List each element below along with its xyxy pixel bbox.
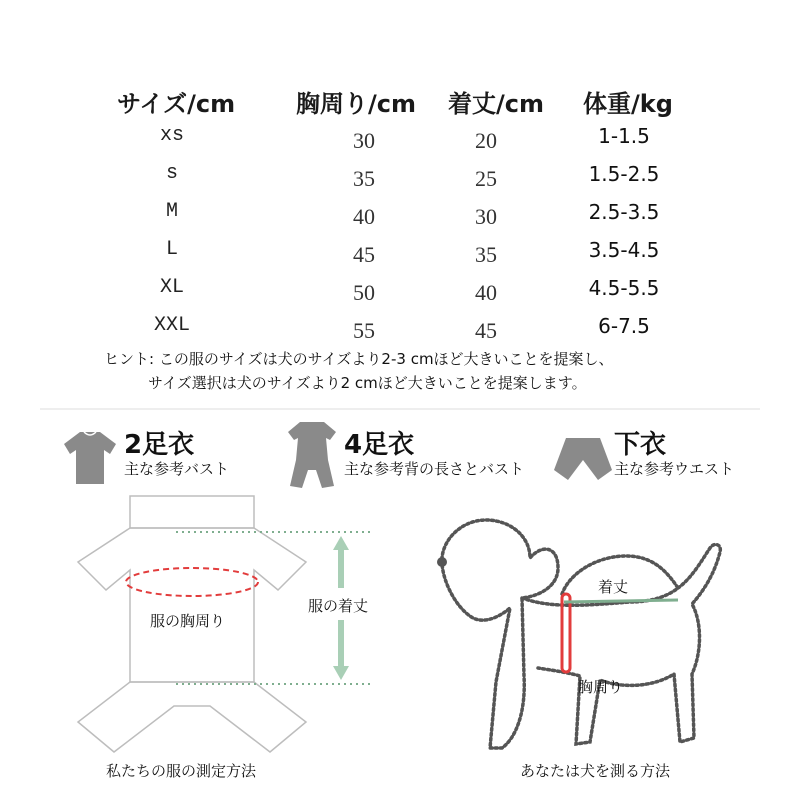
hint-line-2: サイズ選択は犬のサイズより2 cmほど大きいことを提案します。	[148, 374, 587, 392]
dog-chest-label: 胸周り	[578, 678, 624, 696]
table-cell-chest: 50	[353, 280, 375, 305]
table-cell-size: M	[165, 200, 179, 223]
table-cell-weight: 1.5-2.5	[588, 162, 660, 186]
header-chest: 胸周り/cm	[296, 90, 416, 118]
type-title-four-leg: 4足衣	[344, 430, 415, 460]
dog-length-label: 着丈	[598, 578, 629, 596]
pants-icon	[552, 436, 614, 482]
table-cell-size: s	[165, 162, 179, 185]
table-cell-length: 40	[475, 280, 497, 305]
table-cell-weight: 6-7.5	[598, 314, 650, 338]
clothes-measurement-diagram	[70, 492, 400, 762]
header-weight: 体重/kg	[583, 90, 673, 118]
table-cell-weight: 2.5-3.5	[588, 200, 660, 224]
dog-caption: あなたは犬を測る方法	[520, 762, 671, 780]
table-cell-chest: 30	[353, 128, 375, 153]
table-cell-size: xs	[159, 124, 185, 147]
table-cell-size: XXL	[153, 314, 191, 337]
hint-line-1: ヒント: この服のサイズは犬のサイズより2-3 cmほど大きいことを提案し、	[104, 350, 614, 368]
table-cell-size: XL	[159, 276, 185, 299]
type-desc-two-leg: 主な参考バスト	[124, 460, 230, 478]
dog-outline	[442, 520, 720, 748]
table-cell-chest: 55	[353, 318, 375, 343]
header-length: 着丈/cm	[448, 90, 544, 118]
chest-ellipse	[126, 568, 258, 596]
clothes-caption: 私たちの服の測定方法	[106, 762, 257, 780]
table-cell-length: 45	[475, 318, 497, 343]
table-cell-length: 20	[475, 128, 497, 153]
type-desc-pants: 主な参考ウエスト	[614, 460, 735, 478]
table-cell-size: L	[165, 238, 179, 261]
table-cell-length: 35	[475, 242, 497, 267]
header-size: サイズ/cm	[117, 90, 236, 118]
table-cell-length: 25	[475, 166, 497, 191]
table-cell-length: 30	[475, 204, 497, 229]
type-title-pants: 下衣	[614, 430, 667, 460]
table-cell-chest: 40	[353, 204, 375, 229]
clothes-length-label: 服の着丈	[308, 597, 369, 615]
clothes-chest-label: 服の胸周り	[150, 612, 226, 630]
dog-measurement-diagram	[430, 512, 730, 762]
type-desc-four-leg: 主な参考背の長さとバスト	[344, 460, 525, 478]
dog-length-line	[564, 600, 678, 602]
table-cell-weight: 4.5-5.5	[588, 276, 660, 300]
four-leg-suit-icon	[284, 420, 340, 490]
type-title-two-leg: 2足衣	[124, 430, 195, 460]
table-cell-chest: 35	[353, 166, 375, 191]
two-leg-shirt-icon	[60, 428, 120, 488]
table-cell-weight: 1-1.5	[598, 124, 650, 148]
table-cell-weight: 3.5-4.5	[588, 238, 660, 262]
section-divider	[40, 408, 760, 410]
table-cell-chest: 45	[353, 242, 375, 267]
dog-nose	[437, 557, 447, 567]
